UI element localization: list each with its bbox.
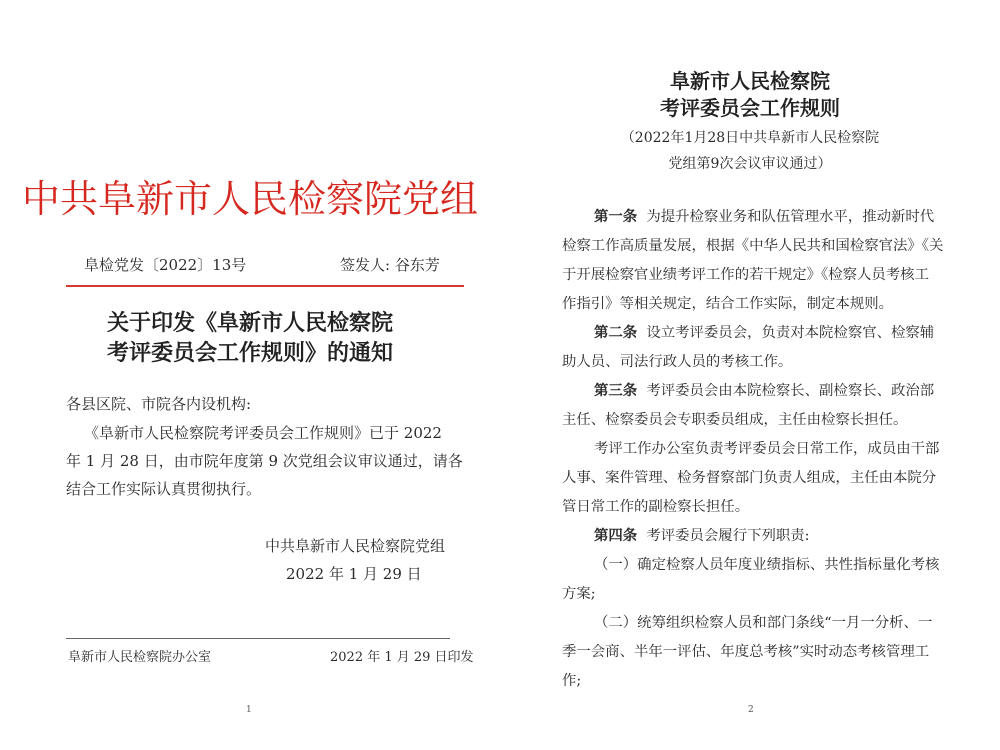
- item-line: 季一会商、半年一评估、年度总考核”实时动态考核管理工: [562, 644, 930, 660]
- article-2: [594, 321, 972, 342]
- article-heading: 第一条: [594, 208, 638, 225]
- notice-title-line1: 关于印发《阜新市人民检察院: [106, 310, 393, 336]
- article-heading: 第三条: [594, 382, 638, 399]
- article-line: 作指引》等相关规定，结合工作实际，制定本规则。: [562, 296, 893, 312]
- red-divider: [66, 285, 464, 287]
- item-line: 作;: [562, 673, 582, 689]
- article-heading: 第二条: [594, 324, 638, 341]
- notice-title-line2: 考评委员会工作规则》的通知: [106, 340, 393, 366]
- article-line: 助人员、司法行政人员的考核工作。: [562, 354, 793, 370]
- document-number: 阜检党发〔2022〕13号: [84, 256, 247, 274]
- notice-body-line: 年 1 月 28 日，由市院年度第 9 次党组会议审议通过，请各: [66, 452, 463, 470]
- page-number: 2: [748, 705, 754, 715]
- article-heading: 第四条: [594, 527, 638, 544]
- article-text: 考评委员会由本院检察长、副检察长、政治部: [646, 383, 935, 399]
- rules-subtitle-line1: （2022年1月28日中共阜新市人民检察院: [620, 130, 880, 146]
- recipient-line: 各县区院、市院各内设机构:: [66, 395, 252, 413]
- signature-organization: 中共阜新市人民检察院党组: [265, 537, 446, 555]
- item-line: （二）统筹组织检察人员和部门条线“一月一分析、一: [594, 615, 933, 631]
- notice-body-line: 结合工作实际认真贯彻执行。: [66, 480, 262, 498]
- signature-date: 2022 年 1 月 29 日: [286, 565, 422, 583]
- notice-body-line: 《阜新市人民检察院考评委员会工作规则》已于 2022: [84, 424, 442, 442]
- rules-subtitle-line2: 党组第9次会议审议通过）: [668, 156, 832, 172]
- article-text: 考评委员会履行下列职责:: [646, 528, 810, 544]
- article-line: 主任、检察委员会专职委员组成，主任由检察长担任。: [562, 412, 908, 428]
- signer: 签发人: 谷东芳: [340, 256, 440, 274]
- article-3: [594, 379, 972, 400]
- rules-title-line2: 考评委员会工作规则: [660, 96, 840, 120]
- page-number: 1: [246, 705, 252, 715]
- article-text: 为提升检察业务和队伍管理水平，推动新时代: [646, 209, 935, 225]
- footer-divider: [66, 638, 450, 639]
- article-line: 于开展检察官业绩考评工作的若干规定》《检察人员考核工: [562, 267, 929, 283]
- article-line: 检察工作高质量发展，根据《中华人民共和国检察官法》《关: [562, 238, 944, 254]
- party-group-header: 中共阜新市人民检察院党组: [21, 177, 478, 221]
- paragraph-line: 考评工作办公室负责考评委员会日常工作，成员由干部: [594, 441, 940, 457]
- footer-print-date: 2022 年 1 月 29 日印发: [330, 650, 474, 665]
- footer-issuing-office: 阜新市人民检察院办公室: [68, 650, 212, 665]
- paragraph-line: 管日常工作的副检察长担任。: [562, 499, 750, 515]
- item-line: （一）确定检察人员年度业绩指标、共性指标量化考核: [594, 557, 940, 573]
- rules-title-line1: 阜新市人民检察院: [670, 69, 830, 93]
- article-4: [594, 524, 972, 545]
- item-line: 方案;: [562, 586, 596, 602]
- article-1: [594, 205, 972, 226]
- paragraph-line: 人事、案件管理、检务督察部门负责人组成，主任由本院分: [562, 470, 937, 486]
- article-text: 设立考评委员会，负责对本院检察官、检察辅: [646, 325, 935, 341]
